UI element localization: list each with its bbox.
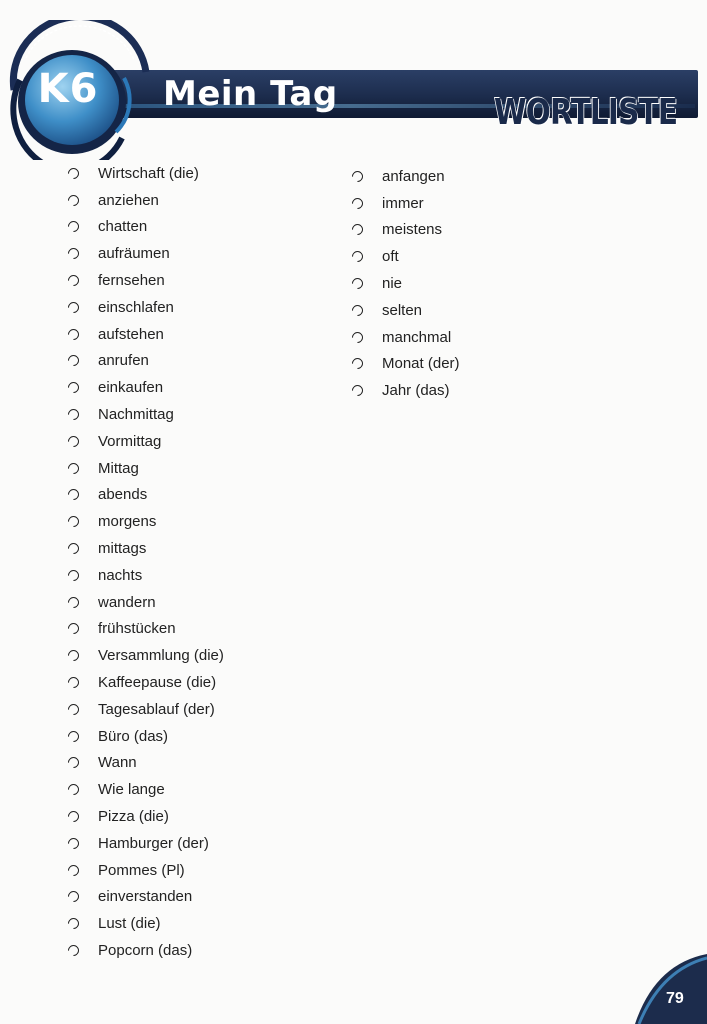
word-list-right — [352, 163, 460, 404]
checkbox-circle-icon[interactable] — [66, 407, 82, 423]
word-list-item — [68, 294, 224, 321]
checkbox-circle-icon[interactable] — [66, 487, 82, 503]
page-title: Mein Tag — [163, 74, 338, 114]
checkbox-circle-icon[interactable] — [66, 541, 82, 557]
word-list-item — [352, 270, 460, 297]
word-list-item — [68, 401, 224, 428]
word-label: abends — [98, 486, 148, 504]
page-corner — [635, 954, 707, 1024]
word-list-item — [68, 348, 224, 375]
checkbox-circle-icon[interactable] — [66, 594, 82, 610]
word-label: Popcorn (das) — [98, 942, 193, 959]
checkbox-circle-icon[interactable] — [66, 862, 82, 878]
word-list-item — [68, 937, 224, 964]
word-label: Monat (der) — [382, 355, 460, 373]
checkbox-circle-icon[interactable] — [66, 755, 82, 771]
word-label: Kaffeepause (die) — [98, 674, 217, 692]
checkbox-circle-icon[interactable] — [66, 836, 82, 852]
word-label: einschlafen — [98, 298, 174, 316]
word-label: Wirtschaft (die) — [98, 164, 199, 182]
word-list-item — [352, 351, 460, 378]
checkbox-circle-icon[interactable] — [66, 568, 82, 584]
word-label: Hamburger (der) — [98, 834, 209, 852]
checkbox-circle-icon[interactable] — [66, 809, 82, 825]
chapter-label: K6 — [37, 66, 99, 112]
word-label: anziehen — [98, 191, 159, 209]
checkbox-circle-icon[interactable] — [66, 621, 82, 637]
word-list-item — [68, 482, 224, 509]
word-label: anrufen — [98, 352, 149, 370]
checkbox-circle-icon[interactable] — [66, 219, 82, 235]
word-label: Tagesablauf (der) — [98, 700, 215, 718]
checkbox-circle-icon[interactable] — [66, 728, 82, 744]
word-label: meistens — [382, 221, 443, 239]
word-list-item — [352, 190, 460, 217]
checkbox-circle-icon[interactable] — [350, 329, 366, 345]
word-list-item — [68, 321, 224, 348]
word-list-item — [68, 696, 224, 723]
word-label: Lust (die) — [98, 915, 161, 933]
word-label: manchmal — [382, 328, 452, 346]
word-list-item — [352, 324, 460, 351]
word-list-item — [68, 455, 224, 482]
checkbox-circle-icon[interactable] — [66, 246, 82, 262]
checkbox-circle-icon[interactable] — [66, 782, 82, 798]
checkbox-circle-icon[interactable] — [66, 943, 82, 959]
word-list-item — [68, 669, 224, 696]
checkbox-circle-icon[interactable] — [66, 192, 82, 208]
word-label: selten — [382, 301, 423, 319]
checkbox-circle-icon[interactable] — [66, 300, 82, 316]
checkbox-circle-icon[interactable] — [350, 276, 366, 292]
word-label: morgens — [98, 513, 157, 531]
word-list-item — [68, 535, 224, 562]
word-list-item — [68, 616, 224, 643]
word-list-item — [68, 562, 224, 589]
word-list-item — [68, 910, 224, 937]
word-label: aufräumen — [98, 245, 170, 263]
word-label: Vormittag — [98, 432, 162, 450]
checkbox-circle-icon[interactable] — [66, 434, 82, 450]
word-list-left — [68, 160, 224, 964]
word-label: Versammlung (die) — [98, 647, 224, 665]
checkbox-circle-icon[interactable] — [66, 514, 82, 530]
section-title: WORTLISTE — [494, 92, 678, 133]
checkbox-circle-icon[interactable] — [66, 166, 82, 182]
word-list-item — [68, 857, 224, 884]
word-label: wandern — [98, 593, 156, 611]
word-label: oft — [382, 248, 399, 266]
checkbox-circle-icon[interactable] — [66, 353, 82, 369]
word-label: anfangen — [382, 167, 445, 185]
word-list-item — [68, 374, 224, 401]
word-list-item — [68, 160, 224, 187]
word-label: Büro (das) — [98, 727, 169, 745]
word-list-item — [68, 803, 224, 830]
word-list-item — [352, 297, 460, 324]
checkbox-circle-icon[interactable] — [350, 383, 366, 399]
page-number: 79 — [666, 990, 684, 1007]
word-list-item — [352, 163, 460, 190]
checkbox-circle-icon[interactable] — [66, 326, 82, 342]
word-list-item — [68, 589, 224, 616]
word-label: aufstehen — [98, 325, 164, 343]
word-label: immer — [382, 194, 424, 212]
word-label: Pommes (Pl) — [98, 861, 185, 879]
checkbox-circle-icon[interactable] — [66, 460, 82, 476]
word-label: frühstücken — [98, 620, 176, 638]
checkbox-circle-icon[interactable] — [350, 195, 366, 211]
checkbox-circle-icon[interactable] — [350, 169, 366, 185]
word-label: Mittag — [98, 459, 139, 477]
checkbox-circle-icon[interactable] — [66, 648, 82, 664]
word-list-item — [68, 750, 224, 777]
word-list-item — [68, 267, 224, 294]
word-label: mittags — [98, 540, 147, 558]
word-list-item — [68, 830, 224, 857]
checkbox-circle-icon[interactable] — [66, 675, 82, 691]
word-label: Pizza (die) — [98, 808, 169, 826]
word-label: nie — [382, 275, 403, 293]
word-label: fernsehen — [98, 272, 165, 290]
checkbox-circle-icon[interactable] — [350, 222, 366, 238]
checkbox-circle-icon[interactable] — [66, 273, 82, 289]
word-list-item — [68, 214, 224, 241]
word-label: Wie lange — [98, 781, 165, 799]
word-label: einkaufen — [98, 379, 164, 397]
checkbox-circle-icon[interactable] — [66, 702, 82, 718]
word-label: chatten — [98, 218, 148, 236]
word-list-item — [68, 428, 224, 455]
checkbox-circle-icon[interactable] — [350, 356, 366, 372]
word-list-item — [68, 723, 224, 750]
word-label: Jahr (das) — [382, 382, 450, 400]
checkbox-circle-icon[interactable] — [66, 380, 82, 396]
word-label: einverstanden — [98, 888, 193, 906]
checkbox-circle-icon[interactable] — [66, 916, 82, 932]
word-label: Nachmittag — [98, 406, 174, 424]
word-label: nachts — [98, 566, 143, 584]
word-label: Wann — [98, 754, 137, 772]
word-list-item — [68, 240, 224, 267]
word-list-item — [68, 187, 224, 214]
word-list-item — [68, 884, 224, 911]
word-list-item — [352, 377, 460, 404]
checkbox-circle-icon[interactable] — [350, 249, 366, 265]
checkbox-circle-icon[interactable] — [350, 303, 366, 319]
word-list-item — [68, 642, 224, 669]
word-list-item — [352, 217, 460, 244]
word-list-item — [68, 776, 224, 803]
word-list-item — [68, 508, 224, 535]
word-list-item — [352, 243, 460, 270]
checkbox-circle-icon[interactable] — [66, 889, 82, 905]
